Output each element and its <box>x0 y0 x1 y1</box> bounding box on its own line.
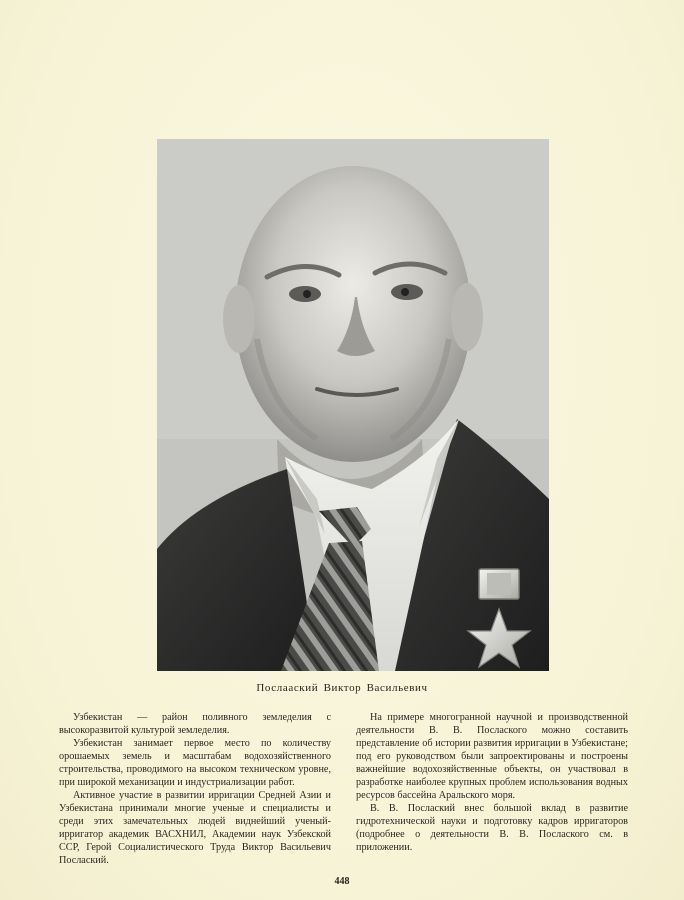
paragraph: Активное участие в развитии ирригации Средней Азии и Узбекистана принимали многие ученые и специалисты и среди этих замечательных людей виднейший ученый-ирригатор академик ВАСХНИЛ, Академии наук Узбекской ССР, Герой Социалистического Труда Виктор Васильевич Послаский. <box>59 790 331 866</box>
portrait-photo <box>157 139 549 671</box>
paragraph: На примере многогранной научной и производственной деятельности В. В. Послаского можно составить представление об истории развития ирригации в Узбекистане; под его руководством были запроектированы и построены важнейшие водохозяйственные объекты, он участвовал в разработке наиболее крупных проблем использования водных ресурсов бассейна Аральского моря. <box>356 712 628 801</box>
paragraph: В. В. Послаский внес большой вклад в развитие гидротехнической науки и подготовку кадров ирригаторов (подробнее о деятельности В. В. Послаского см. в приложении. <box>356 803 628 853</box>
page-number: 448 <box>334 876 350 887</box>
paragraph: Узбекистан занимает первое место по количеству орошаемых земель и масштабам водохозяйственного строительства, проводимого на высоком техническом уровне, при широкой механизации и индустриализации работ. <box>59 738 331 788</box>
text-column-left <box>59 711 331 867</box>
photo-caption: Послааский Виктор Васильевич <box>256 682 428 694</box>
paragraph: Узбекистан — район поливного земледелия с высокоразвитой культурой земледелия. <box>59 712 331 736</box>
text-column-right <box>356 711 628 854</box>
